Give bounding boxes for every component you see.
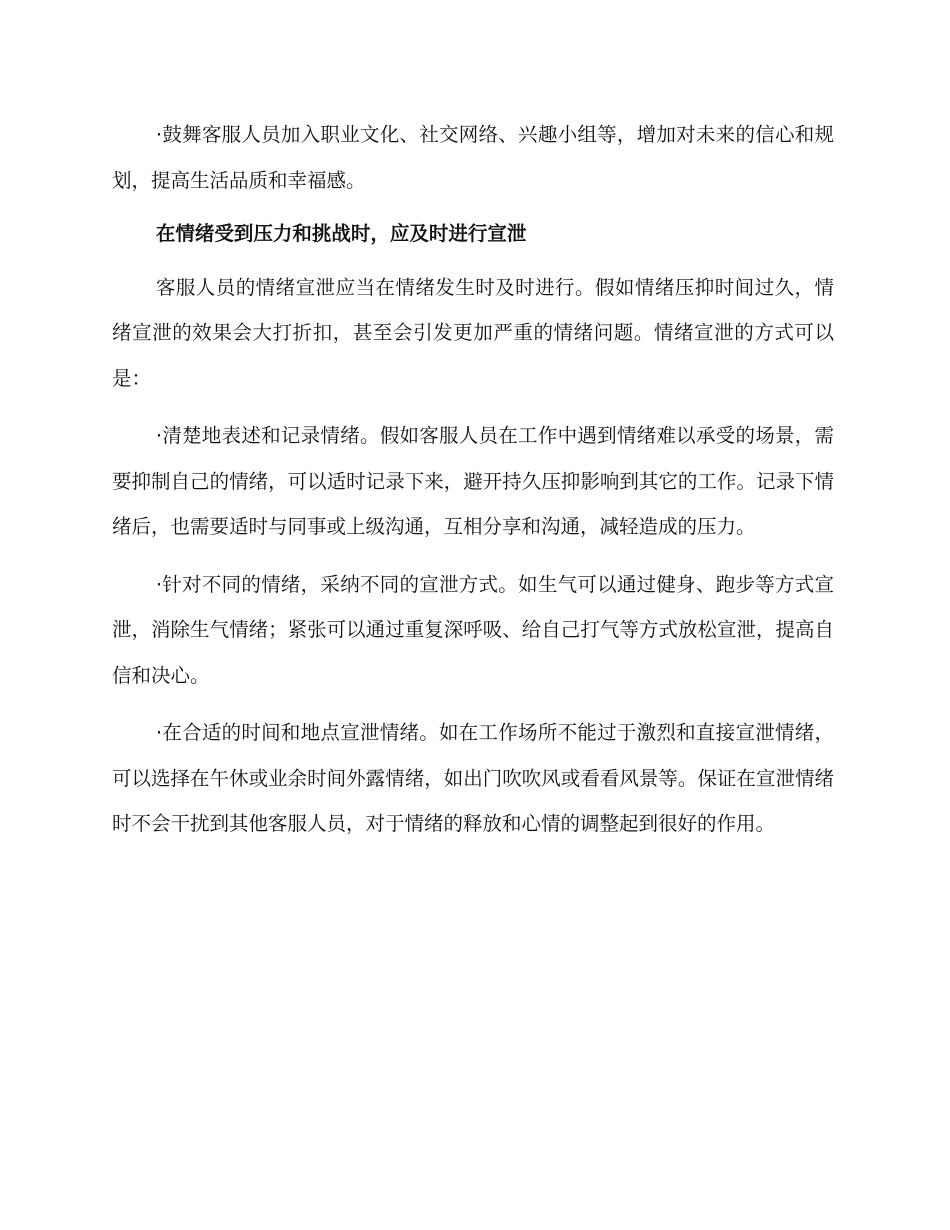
paragraph-record-emotions: ·清楚地表述和记录情绪。假如客服人员在工作中遇到情绪难以承受的场景，需要抑制自己的情绪，可以适时记录下来，避开持久压抑影响到其它的工作。记录下情绪后，也需要适时与同事或上级沟通，互相分享和沟通，减轻造成的压力。	[112, 424, 834, 538]
document-page	[112, 112, 834, 847]
paragraph-timely-release: 客服人员的情绪宣泄应当在情绪发生时及时进行。假如情绪压抑时间过久，情绪宣泄的效果会大打折扣，甚至会引发更加严重的情绪问题。情绪宣泄的方式可以是：	[112, 275, 834, 390]
section-heading: 在情绪受到压力和挑战时，应及时进行宣泄	[155, 222, 527, 245]
paragraph-encourage-culture: ·鼓舞客服人员加入职业文化、社交网络、兴趣小组等，增加对未来的信心和规划，提高生活品质和幸福感。	[112, 123, 834, 192]
paragraph-different-methods: ·针对不同的情绪，采纳不同的宣泄方式。如生气可以通过健身、跑步等方式宣泄，消除生气情绪；紧张可以通过重复深呼吸、给自己打气等方式放松宣泄，提高自信和决心。	[112, 572, 834, 687]
paragraph-right-time-place: ·在合适的时间和地点宣泄情绪。如在工作场所不能过于激烈和直接宣泄情绪，可以选择在午休或业余时间外露情绪，如出门吹吹风或看看风景等。保证在宣泄情绪时不会干扰到其他客服人员，对于情绪的释放和心情的调整起到很好的作用。	[112, 721, 834, 835]
